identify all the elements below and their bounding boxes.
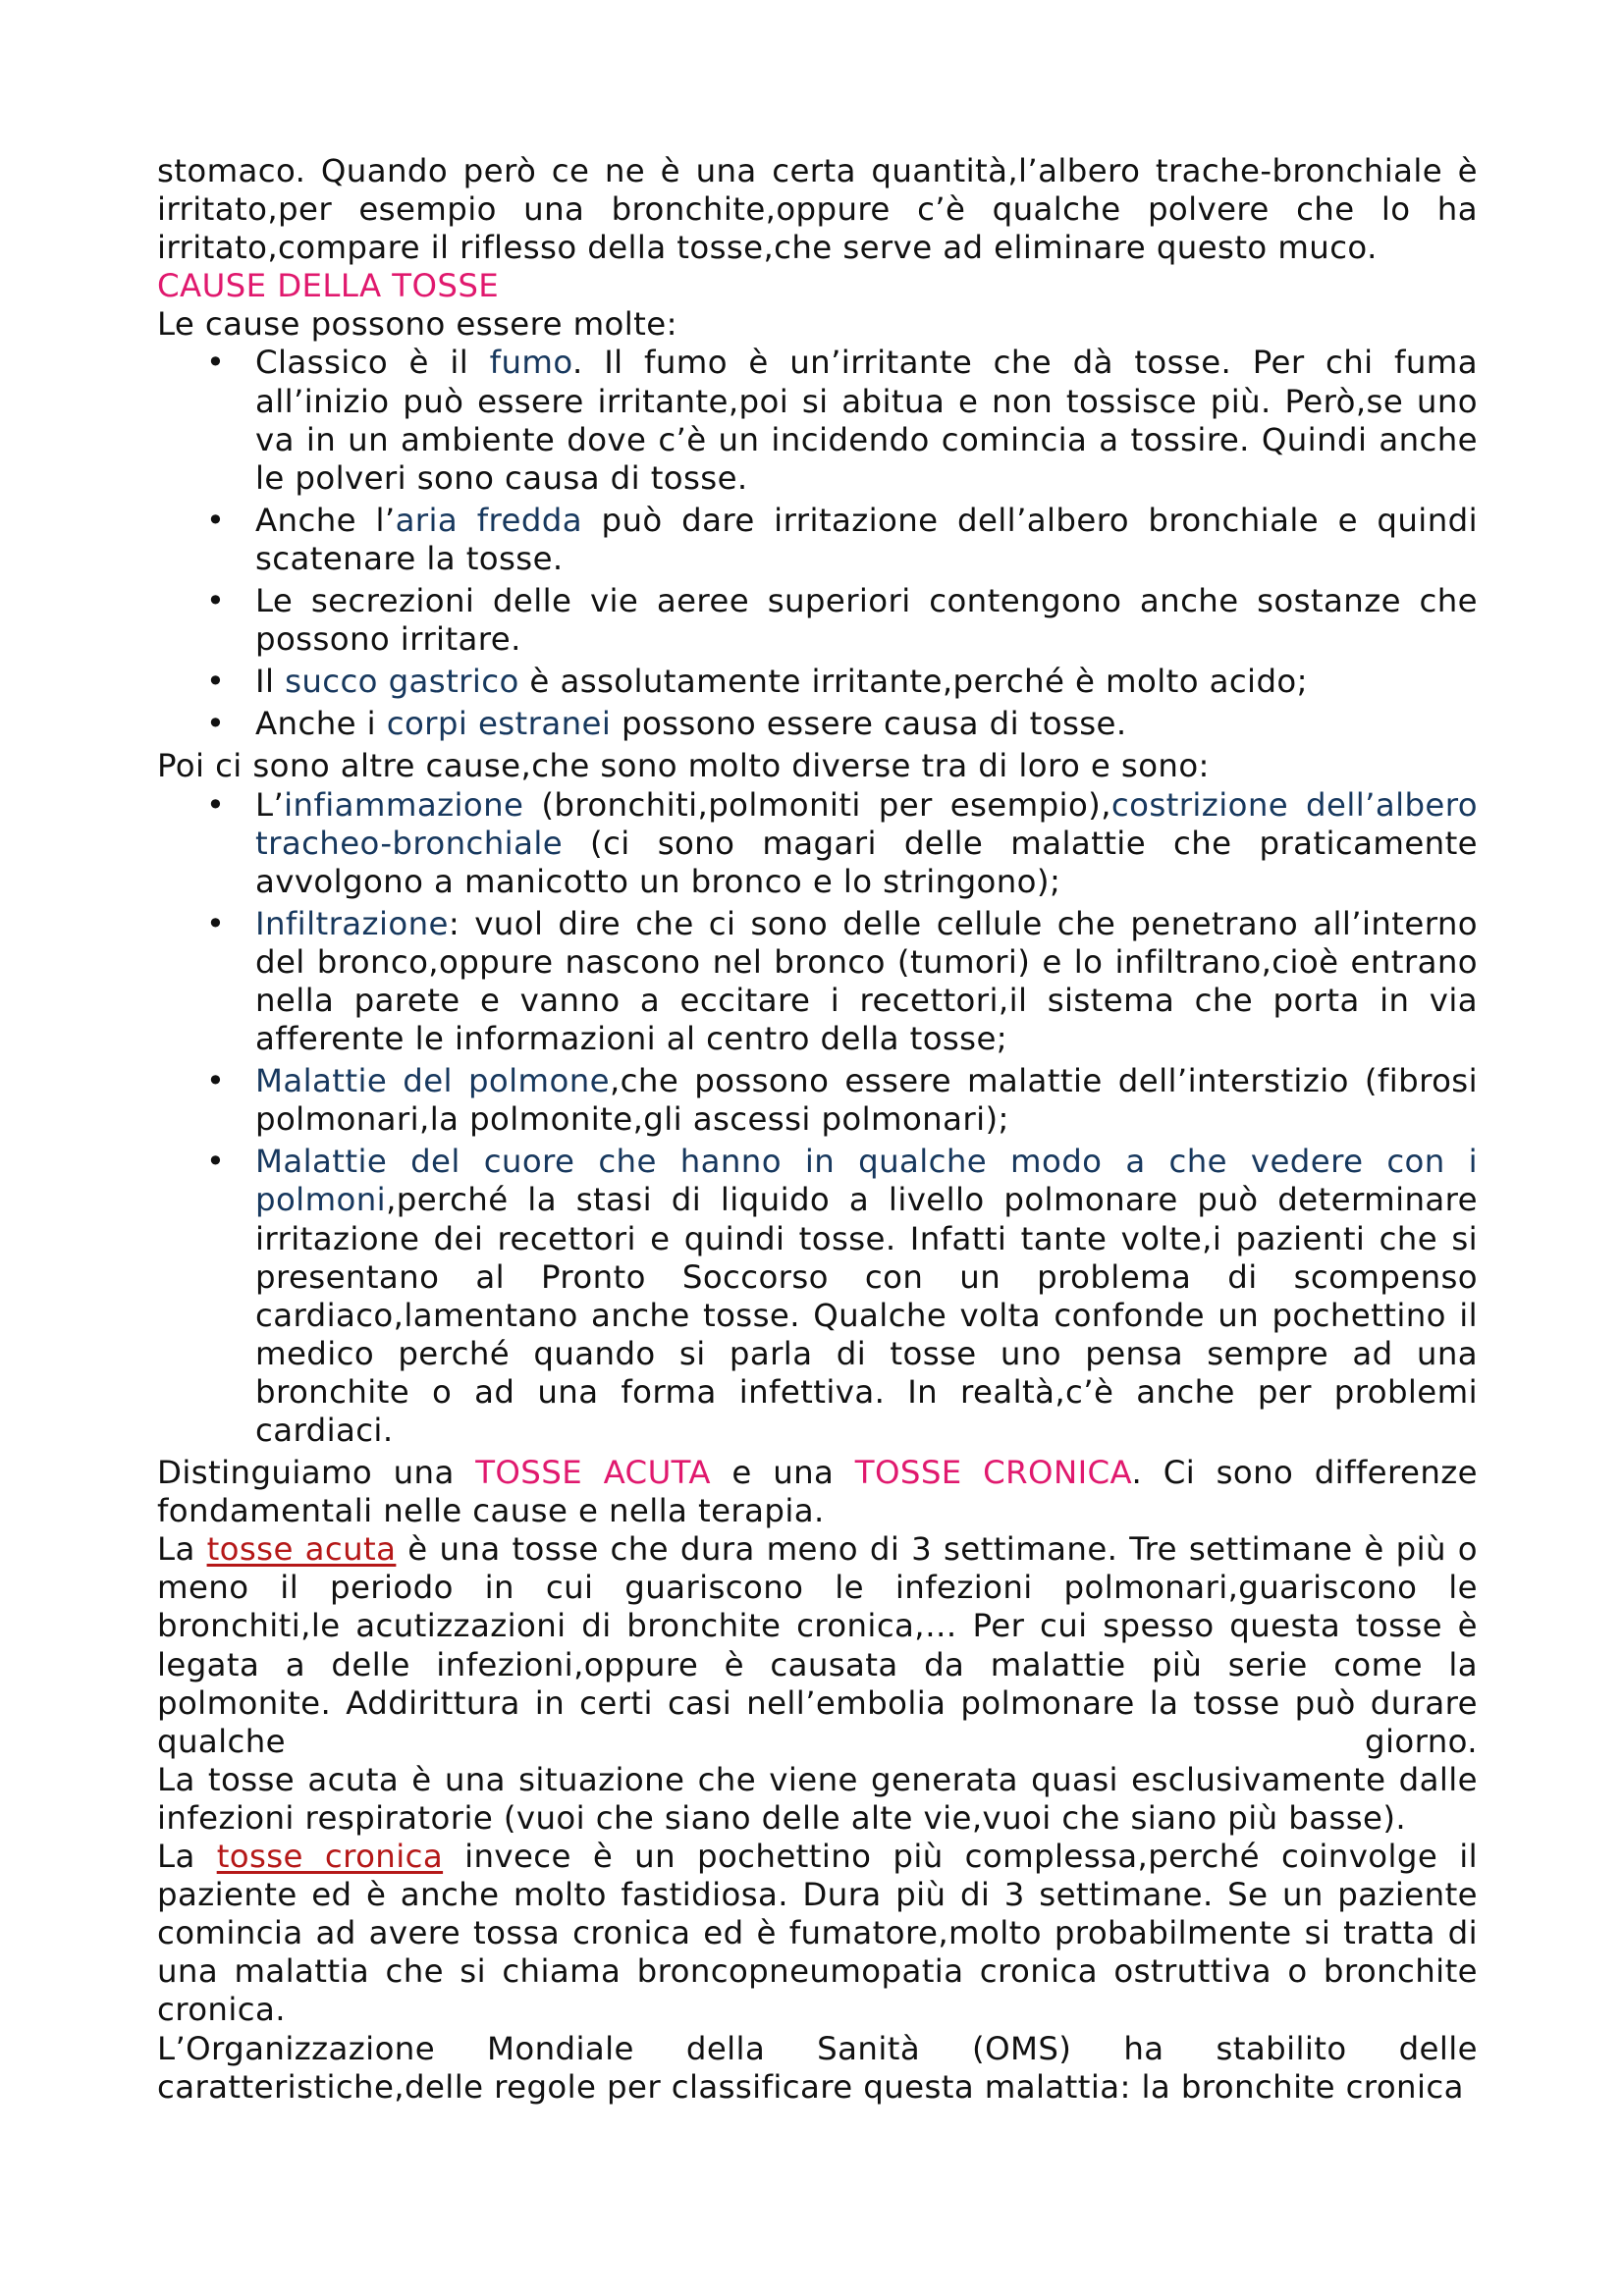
tosse-acuta-paragraph: La tosse acuta è una tosse che dura meno di 3 settimane. Tre settimane è più o meno il periodo in cui guariscono le infezioni polmonari,guariscono le bronchiti,le acutizzazioni di bronchite cronica,… Per cui spesso questa tosse è legata a delle infezioni,oppure è causata da malattie più serie come la polmonite. Addirittura in certi casi nell’embolia polmonare la tosse può durare qualche giorno. [157, 1530, 1478, 1760]
document-page [157, 152, 1478, 2107]
term-malattie-polmone: Malattie del polmone [255, 1062, 610, 1100]
altre-cause-list [157, 786, 1478, 1451]
tosse-acuta-paragraph-2: La tosse acuta è una situazione che viene generata quasi esclusivamente dalle infezioni respiratorie (vuoi che siano delle alte vie,vuoi che siano più basse). [157, 1760, 1478, 1837]
intro-paragraph: stomaco. Quando però ce ne è una certa quantità,l’albero trache-bronchiale è irritato,per esempio una bronchite,oppure c’è qualche polvere che lo ha irritato,compare il riflesso della tosse,che serve ad eliminare questo muco. [157, 152, 1478, 267]
term-succo-gastrico: succo gastrico [285, 663, 519, 701]
term-corpi-estranei: corpi estranei [386, 705, 612, 743]
distinzione-paragraph: Distinguiamo una TOSSE ACUTA e una TOSSE CRONICA. Ci sono differenze fondamentali nelle cause e nella terapia. [157, 1454, 1478, 1530]
cause-list [157, 344, 1478, 743]
term-tosse-acuta-heading: TOSSE ACUTA [475, 1454, 711, 1492]
list-item: • Classico è il fumo. Il fumo è un’irritante che dà tosse. Per chi fuma all’inizio può essere irritante,poi si abitua e non tossisce più. Però,se uno va in un ambiente dove c’è un incidendo comincia a tossire. Quindi anche le polveri sono causa di tosse. [157, 344, 1478, 497]
altre-cause-lead: Poi ci sono altre cause,che sono molto diverse tra di loro e sono: [157, 747, 1210, 785]
term-infiammazione: infiammazione [284, 785, 524, 824]
list-item: • Malattie del cuore che hanno in qualche modo a che vedere con i polmoni,perché la stasi di liquido a livello polmonare può determinare irritazione dei recettori e quindi tosse. Infatti tante volte,i pazienti che si presentano al Pronto Soccorso con un problema di scompenso cardiaco,lamentano anche tosse. Qualche volta confonde un pochettino il medico perché quando si parla di tosse uno pensa sempre ad una bronchite o ad una forma infettiva. In realtà,c’è anche per problemi cardiaci. [157, 1143, 1478, 1450]
oms-paragraph: L’Organizzazione Mondiale della Sanità (OMS) ha stabilito delle caratteristiche,delle regole per classificare questa malattia: la bronchite cronica [157, 2029, 1478, 2106]
term-fumo: fumo [489, 344, 572, 382]
list-item: • Malattie del polmone,che possono essere malattie dell’interstizio (fibrosi polmonari,la polmonite,gli ascessi polmonari); [157, 1062, 1478, 1139]
list-item: • Anche l’aria fredda può dare irritazione dell’albero bronchiale e quindi scatenare la tosse. [157, 502, 1478, 578]
list-item: • L’infiammazione (bronchiti,polmoniti per esempio),costrizione dell’albero tracheo-bronchiale (ci sono magari delle malattie che praticamente avvolgono a manicotto un bronco e lo stringono); [157, 786, 1478, 901]
term-malattie-cuore: Malattie del cuore che hanno in qualche modo a che vedere con i polmoni [255, 1143, 1478, 1219]
heading-cause-della-tosse: CAUSE DELLA TOSSE [157, 267, 500, 305]
tosse-cronica-paragraph: La tosse cronica invece è un pochettino più complessa,perché coinvolge il paziente ed è anche molto fastidiosa. Dura più di 3 settimane. Se un paziente comincia ad avere tossa cronica ed è fumatore,molto probabilmente si tratta di una malattia che si chiama broncopneumopatia cronica ostruttiva o bronchite cronica. [157, 1838, 1478, 2029]
list-item: • Le secrezioni delle vie aeree superiori contengono anche sostanze che possono irritare. [157, 582, 1478, 659]
term-aria-fredda: aria fredda [395, 501, 582, 539]
cause-lead: Le cause possono essere molte: [157, 305, 677, 344]
list-item: • Anche i corpi estranei possono essere causa di tosse. [157, 705, 1478, 743]
term-tosse-cronica-heading: TOSSE CRONICA [854, 1454, 1132, 1492]
list-item: • Infiltrazione: vuol dire che ci sono delle cellule che penetrano all’interno del bronco,oppure nascono nel bronco (tumori) e lo infiltrano,cioè entrano nella parete e vanno a eccitare i recettori,il sistema che porta in via afferente le informazioni al centro della tosse; [157, 905, 1478, 1058]
term-costrizione: costrizione dell’albero tracheo-bronchiale [255, 785, 1478, 862]
term-tosse-acuta: tosse acuta [206, 1530, 397, 1569]
list-item: • Il succo gastrico è assolutamente irritante,perché è molto acido; [157, 663, 1478, 701]
term-infiltrazione: Infiltrazione [255, 904, 449, 942]
term-tosse-cronica: tosse cronica [216, 1838, 444, 1876]
